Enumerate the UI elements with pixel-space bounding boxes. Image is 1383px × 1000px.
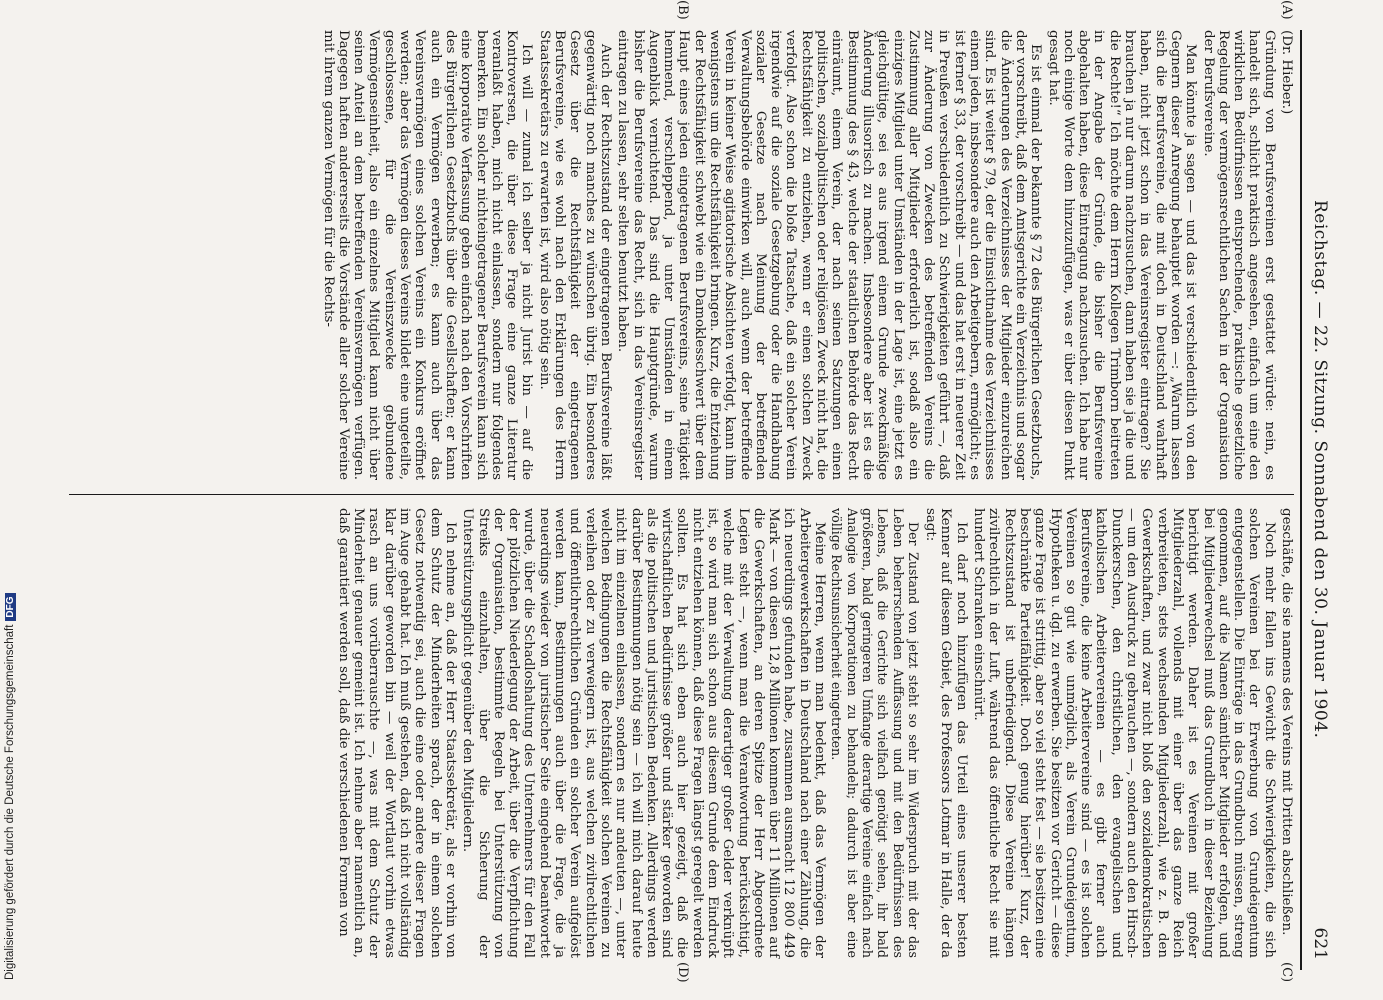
- dfg-logo: DFG: [5, 593, 16, 620]
- margin-mark-a: (A): [1279, 0, 1294, 20]
- quotation-paragraph: Der Zustand von jetzt steht so sehr im Widerspruch mit der das Leben beherrschenden Auffassung und mit den Bedürfnissen des Lebens, daß die Gerichte sich vielfach genötigt sehen, ihr bald größeren, bald geringeren Umfange derartige Vereine einfach nach Analogie von Korporationen zu behandeln; dadurch ist aber eine völlige Rechtsunsicherheit eingetreten.: [829, 508, 921, 958]
- column-divider: [69, 494, 1294, 495]
- margin-mark-d: (D): [675, 962, 690, 983]
- running-title: Reichstag. — 22. Sitzung. Sonnabend den 30. Januar 1904.: [1310, 200, 1330, 739]
- paragraph: Es ist einmal der bekannte § 72 des Bürgerlichen Gesetzbuchs, der vorschreibt, daß dem Amtsgerichte ein Verzeichnis und sogar die Änderungen des Verzeichnisses der Mitglieder einzureichen sind. Es ist weiter § 79, der die Einsichtnahme des Verzeichnisses einem jeden, insbesondere auch den Arbeitgebern, ermöglicht; es ist ferner § 33, der vorschreibt — und das hat erst in neuerer Zeit in Preußen verschiedentlich zu Schwierigkeiten geführt —, daß zur Änderung von Zwecken des betreffenden Vereins die Zustimmung aller Mitglieder erforderlich ist, sodaß also ein einziges Mitglied unter Umständen in der Lage ist, eine jetzt es gleichgültige, sei es aus irgend einem Grunde zweckmäßige Änderung illusorisch zu machen. Insbesondere aber ist es die Bestimmung des § 43, welche der staatlichen Behörde das Recht einräumt, einem Verein, der nach seinen Satzungen einen politischen, sozialpolitischen oder religiösen Zweck nicht hat, die Rechtsfähigkeit zu entziehen, wenn er einen solchen Zweck verfolgt. Also schon die bloße Tatsache, daß ein solcher Verein irgendwie auf die soziale Gesetzgebung oder die Handhabung sozialer Gesetze nach Meinung der betreffenden Verwaltungsbehörde einwirken will, auch wenn der betreffende Verein in keiner Weise agitatorische Absichten verfolgt, kann ihm wenigstens um die Rechtsfähigkeit bringen. Kurz, die Entziehung der Rechtsfähigkeit schwebt wie ein Damoklesschwert über dem Haupt eines jeden eingetragenen Berufsvereins, seine Tätigkeit hemmend, verschleppend, ja unter Umständen in einem Augenblick vernichtend. Das sind die Hauptgründe, warum bisher die Berufsvereine das Recht, sich in das Vereinsregister eintragen zu lassen, sehr selten benutzt haben.: [615, 30, 1044, 480]
- paragraph: Noch mehr fallen ins Gewicht die Schwierigkeiten, die sich solchen Vereinen bei der Erwerbung von Grundeigentum entgegenstellen. Die Einträge in das Grundbuch müssen, streng genommen, auf die Namen sämtlicher Mitglieder erfolgen, und bei Mitgliederwechsel muß das Grundbuch in dieser Beziehung berichtigt werden. Daher ist es Vereinen mit großer Mitgliederzahl, vollends mit einer über das ganze Reich verbreiteten, stets wechselnden Mitgliederzahl, wie z. B. den Gewerkschaften, und zwar nicht bloß den sozialdemokratischen — um den Ausdruck zu gebrauchen —, sondern auch den Hirsch-Dunckerschen, den christlichen, den evangelischen und katholischen Arbeitervereinen — es gibt ferner auch Berufsvereine, die keine Arbeitervereine sind — es ist solchen Vereinen so gut wie unmöglich, als Verein Grundeigentum, Hypotheken u. dgl. zu erwerben. Sie besitzen vor Gericht — diese ganze Frage ist strittig, aber so viel steht fest — sie besitzen eine beschränkte Parteifähigkeit. Doch genug hierüber! Kurz, der Rechtszustand ist unbefriedigend. Diese Vereine hängen zivilrechtlich in der Luft, während das öffentliche Recht sie mit hundert Schranken einschnürt.: [971, 508, 1277, 958]
- digitization-credit: [4, 593, 16, 980]
- paragraph: geschäfte, die sie namens des Vereins mit Dritten abschließen.: [1279, 508, 1294, 936]
- left-column: [318, 30, 1294, 480]
- rotated-document-page: [60, 0, 1330, 983]
- margin-mark-b: (B): [675, 0, 690, 20]
- paragraph: Meine Herren, wenn man bedenkt, daß das Vermögen der Arbeitergewerkschaften in Deutschland nach einer Zählung, die ich neuerdings gefunden habe, zusammen ausmacht 12 800 449 Mark — von diesen 12,8 Millionen kommen über 11 Millionen auf die Gewerkschaften, an deren Spitze der Herr Abgeordnete Legien steht —, wenn man die Verantwortung berücksichtigt, welche mit der Verwaltung derartiger großer Gelder verknüpft ist, so wird man sich schon aus diesem Grunde dem Eindruck nicht entziehen können, daß diese Fragen längst geregelt werden sollten. Es hat sich eben auch hier gezeigt, daß die wirtschaftlichen Bedürfnisse größer und stärker geworden sind als die politischen und juristischen Bedenken. Allerdings werden darüber Bestimmungen nötig sein — ich will mich darauf heute nicht im einzelnen einlassen, sondern es nur andeuten —, unter welchen Bedingungen die Rechtsfähigkeit solchen Vereinen zu verleihen oder zu verweigern ist, aus welchen zivilrechtlichen und öffentlichrechtlichen Gründen ein solcher Verein aufgelöst werden kann, Bestimmungen auch über die Frage, die ja neuerdings wieder von juristischer Seite eingehend beantwortet wurde, über die Schadloshaltung des Unternehmers für den Fall der plötzlichen Niederlegung der Arbeit, über die Verpflichtung der Organisation, bestimmte Regeln bei Unterstützung von Streiks einzuhalten, über die Sicherung der Unterstützungspflicht gegenüber den Mitgliedern.: [460, 508, 828, 958]
- right-column: [334, 508, 1294, 958]
- credit-text: Digitalisierung gefördert durch die Deutsche Forschungsgemeinschaft: [4, 624, 16, 980]
- paragraph: Auch der Rechtszustand der eingetragenen Berufsvereine läßt gegenwärtig noch manches zu wünschen übrig. Ein besonderes Gesetz über die Rechtsfähigkeit der eingetragenen Berufsvereine, wie es wohl nach den Erklärungen des Herrn Staatssekretärs zu erwarten ist, wird also nötig sein.: [536, 30, 613, 480]
- paragraph: Ich nehme an, daß der Herr Staatssekretär, als er vorhin von dem Schutz der Minderheiten sprach, der in einem solchen Gesetz notwendig sei, auch die eine oder andere dieser Fragen im Auge gehabt hat. Ich muß gestehen, daß ich nicht vollständig klar darüber geworden bin — weil der Wortlaut vorhin etwas rasch an uns vorüberrauschte —, was mit dem Schutz der Minderheit genauer gemeint ist. Ich nehme aber namentlich an, daß garantiert werden soll, daß die verschiedenen Formen von: [335, 508, 458, 958]
- page-header: [1302, 30, 1330, 970]
- margin-mark-c: (C): [1279, 962, 1294, 983]
- paragraph: Ich will — zumal ich selber ja nicht Jurist bin — auf die Kontroversen, die über diese Frage eine ganze Literatur veranlaßt haben, mich nicht einlassen, sondern nur folgendes bemerken. Ein solcher nichteingetragener Berufsverein kann sich eine korporative Verfassung geben einfach nach den Vorschriften des Bürgerlichen Gesetzbuchs über die Gesellschaften; er kann auch ein Vermögen erwerben; es kann auch über das Vereinsvermögen eines solchen Vereins ein Konkurs eröffnet werden; aber das Vermögen dieses Vereins bildet eine ungeteilte, geschlossene, für die Vereinszwecke gebundene Vermögenseinheit, also ein einzelnes Mitglied kann nicht über seinen Anteil an dem betreffenden Vereinsvermögen verfügen. Dagegen haften andererseits die Vorstände aller solcher Vereine mit ihrem ganzen Vermögen für die Rechts-: [320, 30, 535, 480]
- paragraph: Gründung von Berufsvereinen erst gestattet würde: nein, es handelt sich, schlicht praktisch angesehen, einfach um eine den wirklichen Bedürfnissen entsprechende, praktische gesetzliche Regelung der vermögensrechtlichen Sachen in der Organisation der Berufsvereine.: [1200, 30, 1277, 480]
- header-rule: [1300, 30, 1302, 970]
- paragraph: Man könnte ja sagen — und das ist verschiedentlich von den Gegnern dieser Anregung behauptet worden —: „Warum lassen sich die Berufsvereine, die mit doch in Deutschland wahrhaft haben, nicht jetzt schon in das Vereinsregister eintragen? Sie brauchen ja nur darum nachzusuchen, dann haben sie ja die und die Rechte!“ Ich möchte dem Herrn Kollegen Trimborn beitreten in der Angabe der Gründe, die bisher die Berufsvereine abgehalten haben, diese Eintragung nachzusuchen. Ich habe nur noch einige Worte dem hinzuzufügen, was er über diesen Punkt gesagt hat.: [1045, 30, 1199, 480]
- paragraph: Ich darf noch hinzufügen das Urteil eines unserer besten Kenner auf diesem Gebiet, des Professors Lotmar in Halle, der da sagt:: [923, 508, 969, 958]
- speaker-name: (Dr. Hieber.): [1279, 30, 1294, 115]
- page-number: 621: [1310, 927, 1330, 960]
- speaker-paragraph: [1279, 30, 1294, 480]
